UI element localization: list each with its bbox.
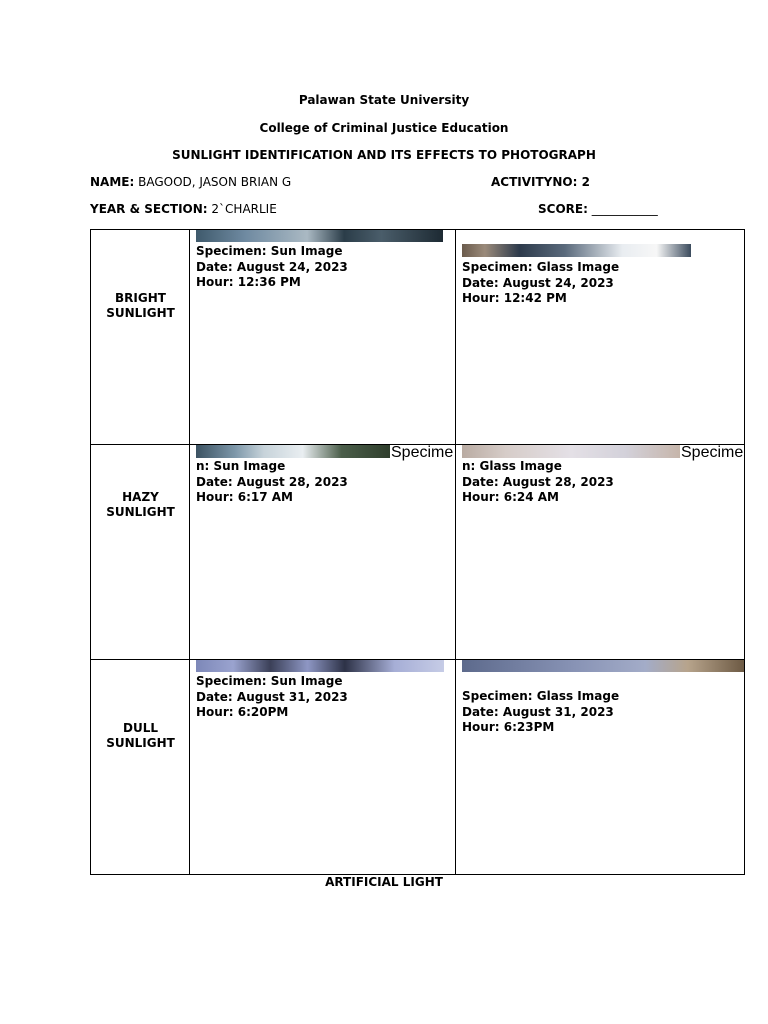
- score-label: SCORE:: [538, 202, 588, 216]
- name-field: [90, 175, 291, 189]
- name-label: NAME:: [90, 175, 135, 189]
- sun-bright-details: Specimen: Sun Image Date: August 24, 2023 Hour: 12:36 PM: [196, 244, 348, 289]
- sun-dull-details: Specimen: Sun Image Date: August 31, 2023 Hour: 6:20PM: [196, 674, 348, 719]
- score-blank: ___________: [591, 202, 658, 216]
- glass-photo-dull: [462, 660, 744, 672]
- sun-photo-dull: [196, 660, 444, 672]
- column-divider-1: [189, 230, 190, 874]
- document-title: SUNLIGHT IDENTIFICATION AND ITS EFFECTS TO PHOTOGRAPH: [172, 148, 596, 162]
- sun-photo-bright: [196, 230, 443, 242]
- cell-sun-hazy: [196, 459, 451, 506]
- sun-hazy-details: n: Sun Image Date: August 28, 2023 Hour: 6:17 AM: [196, 459, 348, 504]
- score-field: [538, 202, 658, 216]
- college-name: College of Criminal Justice Education: [259, 121, 509, 135]
- cell-glass-dull: [462, 689, 742, 736]
- cell-glass-hazy: [462, 459, 742, 506]
- sun-hazy-inline-label: Specime: [391, 444, 454, 461]
- activity-field: [491, 175, 590, 189]
- column-divider-2: [455, 230, 456, 874]
- year-section-value: 2`CHARLIE: [211, 202, 277, 216]
- glass-photo-hazy: [462, 445, 680, 458]
- name-value: BAGOOD, JASON BRIAN G: [138, 175, 292, 189]
- glass-photo-bright: [462, 244, 691, 257]
- university-name: Palawan State University: [298, 93, 470, 107]
- glass-dull-details: Specimen: Glass Image Date: August 31, 2023 Hour: 6:23PM: [462, 689, 620, 734]
- row-label-hazy-sunlight: HAZY SUNLIGHT: [106, 490, 175, 519]
- year-section-field: [90, 202, 277, 216]
- row-label-dull-sunlight: DULL SUNLIGHT: [106, 721, 175, 750]
- glass-hazy-inline-label: Specime: [681, 444, 744, 461]
- specimen-table: [90, 229, 745, 875]
- glass-bright-details: Specimen: Glass Image Date: August 24, 2023 Hour: 12:42 PM: [462, 260, 620, 305]
- artificial-light-heading: ARTIFICIAL LIGHT: [325, 875, 443, 889]
- cell-glass-bright: [462, 260, 742, 307]
- year-section-label: YEAR & SECTION:: [90, 202, 208, 216]
- sun-photo-hazy: [196, 445, 390, 458]
- activity-label: ACTIVITYNO: 2: [491, 175, 590, 189]
- cell-sun-dull: [196, 674, 451, 721]
- row-label-bright-sunlight: BRIGHT SUNLIGHT: [106, 291, 175, 320]
- glass-hazy-details: n: Glass Image Date: August 28, 2023 Hour: 6:24 AM: [462, 459, 614, 504]
- cell-sun-bright: [196, 244, 451, 291]
